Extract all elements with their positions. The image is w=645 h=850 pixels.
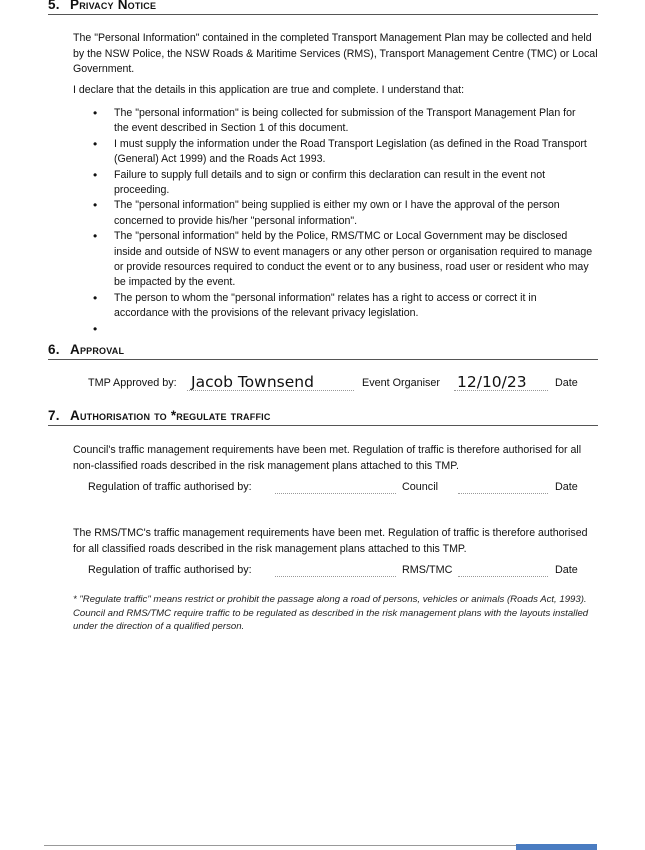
list-item — [73, 322, 593, 337]
rms-date-line[interactable] — [458, 576, 548, 577]
tmp-approved-label: TMP Approved by: — [88, 377, 177, 389]
list-item: • The "personal information" is being collected for submission of the Transport Management Plan for the event described in Section 1 of this document. — [93, 106, 576, 135]
council-date-label: Date — [555, 481, 578, 493]
council-date-line[interactable] — [458, 493, 548, 494]
rms-signature-line[interactable] — [275, 576, 396, 577]
bullet-icon: • — [93, 167, 98, 182]
council-regulation-label: Regulation of traffic authorised by: — [88, 481, 252, 493]
bullet-icon: • — [93, 229, 98, 244]
section-title: Approval — [70, 342, 125, 357]
list-item: • The "personal information" held by the Police, RMS/TMC or Local Government may be disclosed inside and outside of NSW to event managers or any other person or organisation required to manage or provide resources required to conduct the event or to any business, road user or resident who may be impacted by the event. — [93, 229, 593, 289]
list-item: • The "personal information" being supplied is either my own or I have the approval of the person concerned to provide his/her "personal information". — [93, 198, 560, 227]
declaration-paragraph: I declare that the details in this application are true and complete. I understand that: — [73, 84, 465, 96]
bullet-icon: • — [93, 106, 98, 120]
bullet-icon: • — [93, 321, 98, 336]
list-item: • The person to whom the "personal information" relates has a right to access or correct it in accordance with the provisions of the relevant privacy legislation. — [93, 290, 537, 320]
page-footer-rule — [44, 845, 597, 846]
event-organiser-label: Event Organiser — [362, 377, 441, 389]
section-number: 7. — [48, 408, 60, 423]
privacy-paragraph: The "Personal Information" contained in the completed Transport Management Plan may be collected and held by the NSW Police, the NSW Roads & Maritime Services (RMS), Transport Management Centre (TMC) or Local Government. — [73, 32, 598, 75]
section-title: Authorisation to *regulate traffic — [70, 408, 271, 423]
bullet-icon: • — [93, 136, 98, 151]
regulate-traffic-footnote: * "Regulate traffic" means restrict or prohibit the passage along a road of persons, vehicles or animals (Roads Act, 1993). Council and RMS/TMC require traffic to be regulated as described in the risk management plans with the layouts installed under the direction of a qualified person. — [73, 594, 589, 632]
section-title: Privacy Notice — [70, 0, 157, 12]
council-paragraph: Council's traffic management requirements have been met. Regulation of traffic is therefore authorised for all non-classified roads described in the risk management plans attached to this TMP. — [73, 444, 582, 472]
council-signature-line[interactable] — [275, 493, 396, 494]
approval-date-value[interactable]: 12/10/23 — [457, 373, 527, 391]
approval-date-label: Date — [555, 377, 578, 389]
tmp-approved-value[interactable]: Jacob Townsend — [191, 373, 314, 391]
bullet-icon: • — [93, 198, 98, 213]
section-number: 5. — [48, 0, 60, 12]
rms-paragraph: The RMS/TMC's traffic management requirements have been met. Regulation of traffic is therefore authorised for all classified roads described in the risk management plans attached to this TMP. — [73, 527, 588, 555]
bullet-icon: • — [93, 290, 98, 305]
rms-authority-label: RMS/TMC — [402, 564, 453, 576]
list-item: • I must supply the information under the Road Transport Legislation (as defined in the Road Transport (General) Act 1999) and the Roads Act 1993. — [93, 136, 587, 166]
page-footer-accent — [516, 844, 597, 850]
section-privacy-heading — [48, 0, 598, 15]
rms-regulation-label: Regulation of traffic authorised by: — [88, 564, 252, 576]
council-authority-label: Council — [402, 481, 439, 493]
section-number: 6. — [48, 342, 60, 357]
section-approval-heading — [48, 342, 598, 360]
privacy-bullet-list — [73, 106, 593, 337]
rms-date-label: Date — [555, 564, 578, 576]
section-authorisation-heading — [48, 408, 598, 426]
list-item: • Failure to supply full details and to sign or confirm this declaration can result in the event not proceeding. — [93, 167, 546, 197]
